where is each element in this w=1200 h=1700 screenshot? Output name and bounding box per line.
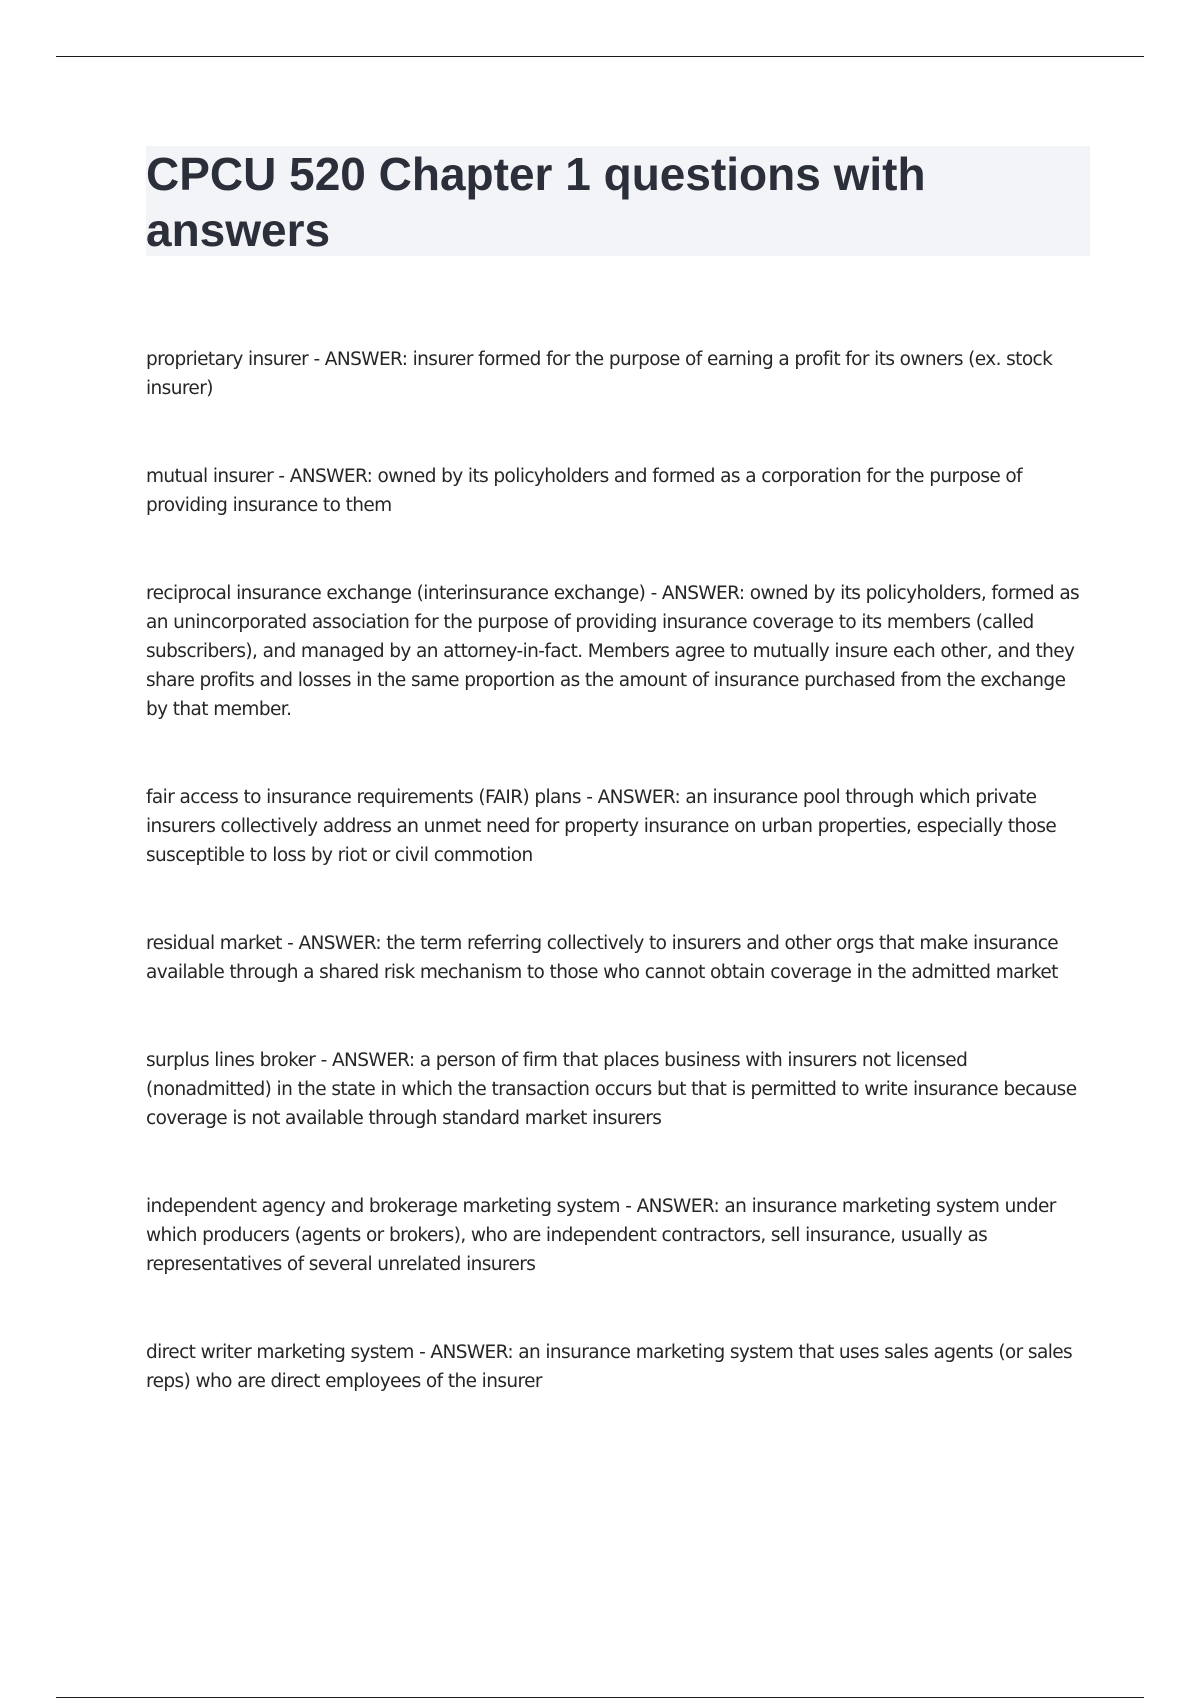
qa-list — [146, 345, 1090, 1455]
qa-entry: direct writer marketing system - ANSWER: an insurance marketing system that uses sales agents (or sales reps) who are direct employees of the insurer — [146, 1342, 1073, 1392]
page-title: CPCU 520 Chapter 1 questions with answers — [146, 148, 926, 256]
header-rule — [56, 56, 1144, 57]
footer-rule — [56, 1697, 1144, 1698]
qa-entry: proprietary insurer - ANSWER: insurer formed for the purpose of earning a profit for its owners (ex. stock insurer) — [146, 349, 1053, 399]
qa-entry: independent agency and brokerage marketing system - ANSWER: an insurance marketing system under which producers (agents or brokers), who are independent contractors, sell insurance, usually as representatives of several unrelated insurers — [146, 1196, 1056, 1275]
qa-entry: surplus lines broker - ANSWER: a person of firm that places business with insurers not licensed (nonadmitted) in the state in which the transaction occurs but that is permitted to write insurance because coverage is not available through standard market insurers — [146, 1050, 1077, 1129]
qa-entry: fair access to insurance requirements (FAIR) plans - ANSWER: an insurance pool through which private insurers collectively address an unmet need for property insurance on urban properties, especially those susceptible to loss by riot or civil commotion — [146, 787, 1057, 866]
qa-entry: residual market - ANSWER: the term referring collectively to insurers and other orgs that make insurance available through a shared risk mechanism to those who cannot obtain coverage in the admitted market — [146, 933, 1059, 983]
qa-entry: mutual insurer - ANSWER: owned by its policyholders and formed as a corporation for the purpose of providing insurance to them — [146, 466, 1023, 516]
qa-entry: reciprocal insurance exchange (interinsurance exchange) - ANSWER: owned by its policyholders, formed as an unincorporated association for the purpose of providing insurance coverage to its members (called subscribers), and managed by an attorney-in-fact. Members agree to mutually insure each other, and they share profits and losses in the same proportion as the amount of insurance purchased from the exchange by that member. — [146, 583, 1080, 720]
